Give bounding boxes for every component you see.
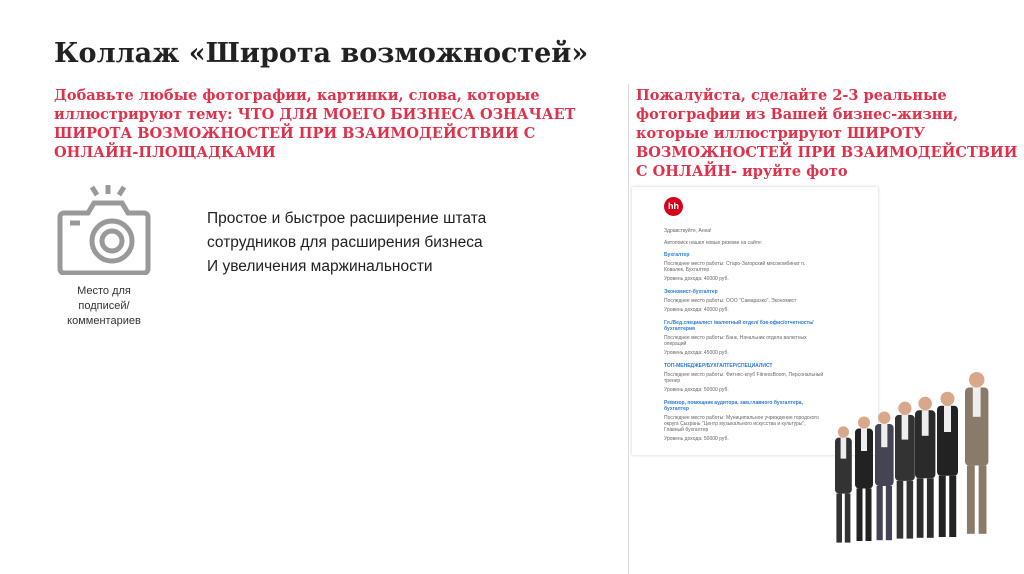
person-figure xyxy=(895,402,915,539)
resume-item xyxy=(664,320,826,356)
person-figure xyxy=(915,397,935,538)
left-instruction: Добавьте любые фотографии, картинки, слова, которые иллюстрируют тему: ЧТО ДЛЯ МОЕГО БИЗНЕСА ОЗНАЧАЕТ ШИРОТА ВОЗМОЖНОСТЕЙ ПРИ ВЗАИМОДЕЙСТВИИ С ОНЛАЙН-ПЛОЩАДКАМИ xyxy=(54,87,576,161)
divider xyxy=(628,84,629,574)
body-text xyxy=(207,207,486,279)
caption-placeholder: Место для подписей/ комментариев xyxy=(67,285,141,327)
resume-item xyxy=(664,289,826,313)
resume-title-link[interactable]: ТОП-МЕНЕДЖЕР/БУХГАЛТЕР/СПЕЦИАЛИСТ xyxy=(664,363,773,369)
hh-logo: hh xyxy=(664,197,683,216)
resume-title-link[interactable]: Бухгалтер xyxy=(664,252,690,258)
resume-salary: Уровень дохода: 40000 руб. xyxy=(664,307,729,313)
person-figure xyxy=(937,392,958,537)
right-instruction-tail: ируйте фото xyxy=(741,163,848,180)
resume-salary: Уровень дохода: 45000 руб. xyxy=(664,350,729,356)
resume-last-job: Последнее место работы: ООО "Самараэко", Экономист xyxy=(664,298,797,304)
right-instruction-block xyxy=(636,86,1020,181)
resume-last-job: Последнее место работы: Муниципальное учреждение городского округа Сызрань "Центр музыкального искусства и культуры", Главный бухгалтер xyxy=(664,415,819,433)
right-instruction: Пожалуйста, сделайте 2-3 реальные фотографии из Вашей бизнес-жизни, которые иллюстрируют ШИРОТУ ВОЗМОЖНОСТЕЙ ПРИ ВЗАИМОДЕЙСТВИИ С ОНЛАЙН- xyxy=(636,87,1018,180)
camera-icon xyxy=(56,183,152,279)
resume-salary: Уровень дохода: 50000 руб. xyxy=(664,387,729,393)
slide-title: Коллаж «Широта возможностей» xyxy=(54,38,589,69)
resume-title-link[interactable]: Экономист-бухгалтер xyxy=(664,289,718,295)
business-people-photo xyxy=(815,365,1015,569)
email-greeting: Здравствуйте, Анна! xyxy=(664,228,712,234)
body-line: Простое и быстрое расширение штата xyxy=(207,210,487,227)
resume-last-job: Последнее место работы: Банк, Начальник отдела валютных операций xyxy=(664,335,807,347)
resume-item xyxy=(664,252,826,282)
resume-salary: Уровень дохода: 40000 руб. xyxy=(664,276,729,282)
person-figure xyxy=(855,417,873,542)
resume-list xyxy=(664,252,826,442)
resume-title-link[interactable]: Ревизор, помощник аудитора, зам.главного бухгалтера, бухгалтер xyxy=(664,400,803,412)
resume-last-job: Последнее место работы: Старо-Загорский мясокомбинат п. Ковалек, Бухгалтер xyxy=(664,261,806,273)
body-line: сотрудников для расширения бизнеса xyxy=(207,234,483,251)
body-line: И увеличения маржинальности xyxy=(207,258,433,275)
resume-last-job: Последнее место работы: Фитнес-клуб FitnessBoom, Персональный тренер xyxy=(664,372,824,384)
person-figure xyxy=(835,426,852,542)
resume-item xyxy=(664,400,826,442)
person-figure xyxy=(875,412,894,541)
resume-title-link[interactable]: Гл./Вед.специалист /валютный отдел/ бэк-офис/отчетность/бухгалтерия xyxy=(664,320,814,332)
resume-salary: Уровень дохода: 50000 руб. xyxy=(664,436,729,442)
resume-item xyxy=(664,363,826,393)
email-intro: Автопоиск нашел новые резюме на сайте: xyxy=(664,240,763,246)
person-figure xyxy=(965,372,988,534)
